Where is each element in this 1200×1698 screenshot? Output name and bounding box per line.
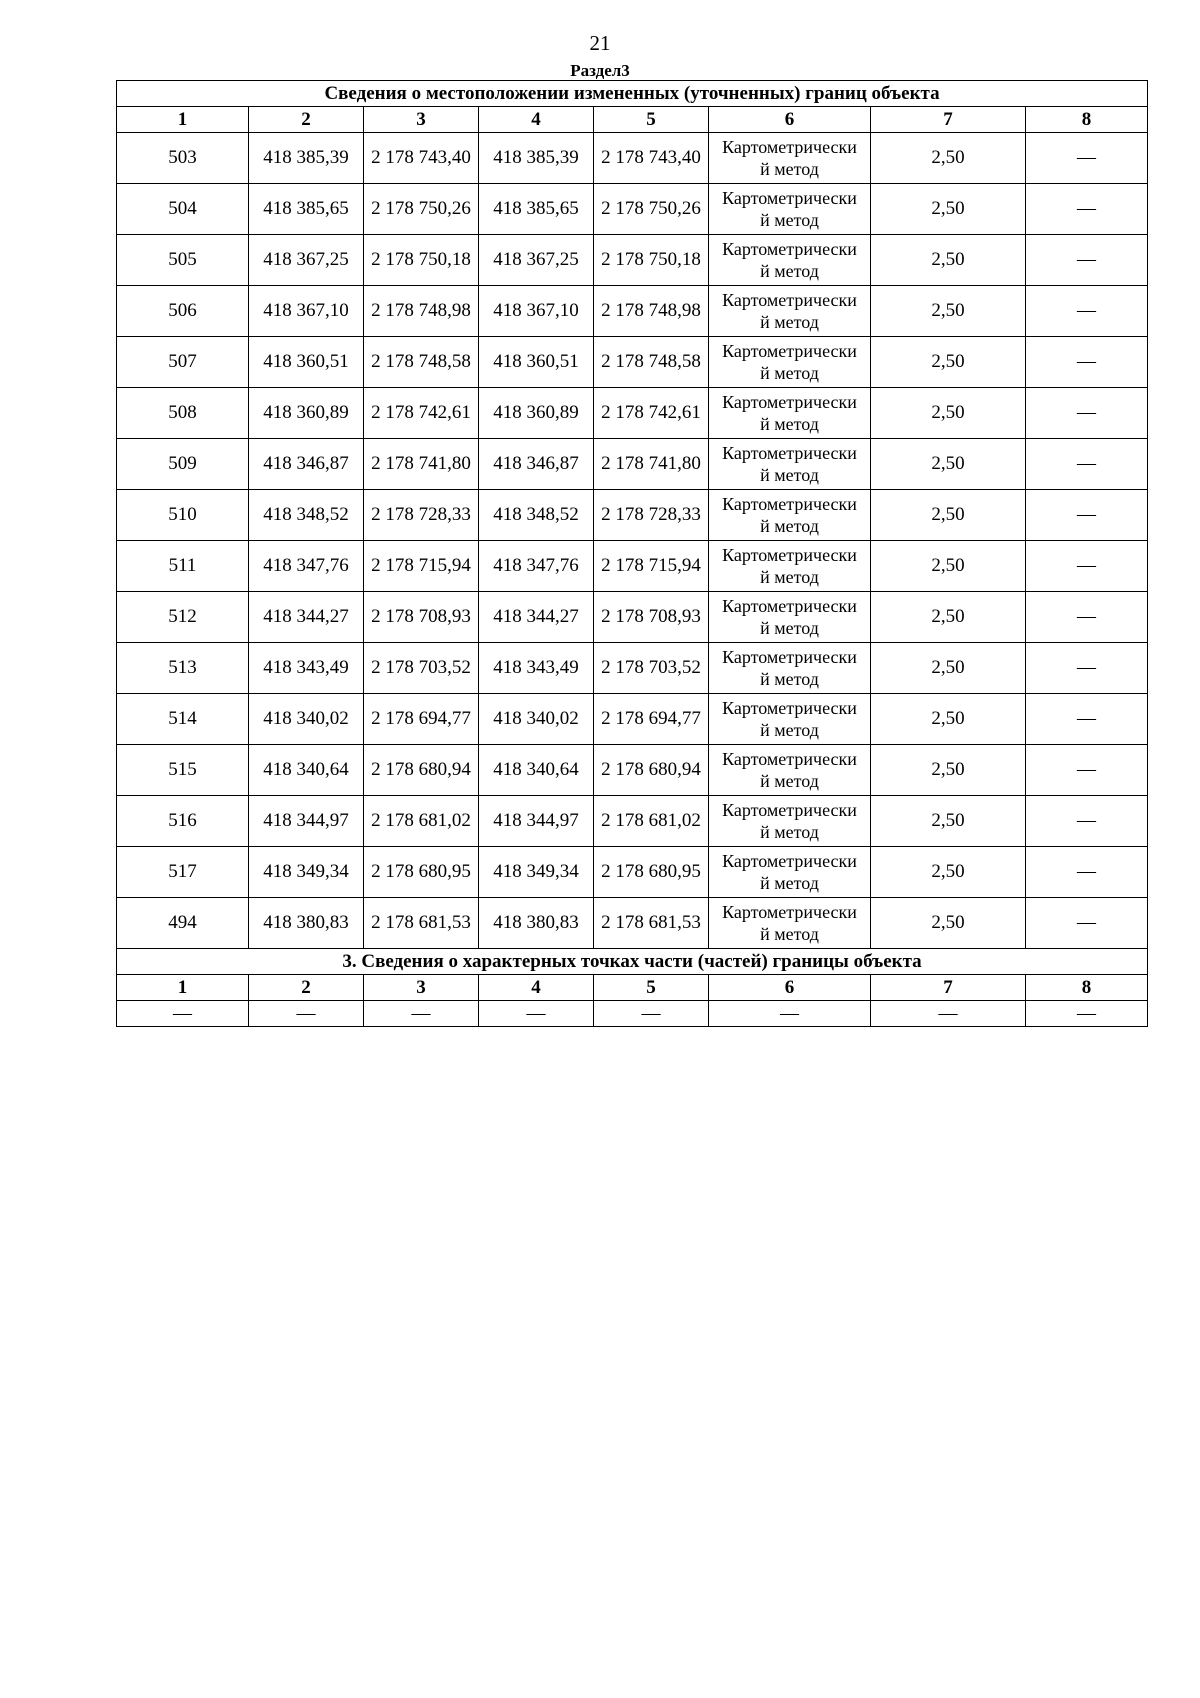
method-line-1: Картометрически <box>722 851 857 871</box>
x-new-cell: 418 349,34 <box>479 847 594 898</box>
note-cell: — <box>1026 694 1148 745</box>
method-line-2: й метод <box>760 567 819 587</box>
point-number-cell: 517 <box>117 847 249 898</box>
column-header: 5 <box>594 107 709 133</box>
precision-cell: 2,50 <box>871 643 1026 694</box>
column-header: 6 <box>709 975 871 1001</box>
note-cell: — <box>1026 337 1148 388</box>
method-line-2: й метод <box>760 924 819 944</box>
method-line-2: й метод <box>760 261 819 281</box>
note-cell: — <box>1026 898 1148 949</box>
method-line-1: Картометрически <box>722 239 857 259</box>
section-3-header-row <box>117 975 1148 1001</box>
y-old-cell: 2 178 750,26 <box>364 184 479 235</box>
x-old-cell: 418 340,64 <box>249 745 364 796</box>
precision-cell: 2,50 <box>871 796 1026 847</box>
y-new-cell: 2 178 742,61 <box>594 388 709 439</box>
table-row <box>117 439 1148 490</box>
method-cell <box>709 898 871 949</box>
table-row <box>117 133 1148 184</box>
x-old-cell: 418 346,87 <box>249 439 364 490</box>
note-cell: — <box>1026 439 1148 490</box>
column-header: 4 <box>479 107 594 133</box>
note-cell: — <box>1026 133 1148 184</box>
empty-dash-cell: — <box>1026 1001 1148 1027</box>
precision-cell: 2,50 <box>871 388 1026 439</box>
x-new-cell: 418 385,65 <box>479 184 594 235</box>
empty-dash-cell: — <box>709 1001 871 1027</box>
method-line-1: Картометрически <box>722 647 857 667</box>
y-new-cell: 2 178 703,52 <box>594 643 709 694</box>
precision-cell: 2,50 <box>871 490 1026 541</box>
coordinates-table <box>116 80 1148 1027</box>
y-old-cell: 2 178 681,53 <box>364 898 479 949</box>
precision-cell: 2,50 <box>871 133 1026 184</box>
note-cell: — <box>1026 847 1148 898</box>
y-new-cell: 2 178 681,02 <box>594 796 709 847</box>
empty-dash-cell: — <box>249 1001 364 1027</box>
y-new-cell: 2 178 728,33 <box>594 490 709 541</box>
y-new-cell: 2 178 750,18 <box>594 235 709 286</box>
y-old-cell: 2 178 681,02 <box>364 796 479 847</box>
table-header-row <box>117 107 1148 133</box>
y-old-cell: 2 178 750,18 <box>364 235 479 286</box>
table-row <box>117 847 1148 898</box>
precision-cell: 2,50 <box>871 439 1026 490</box>
y-old-cell: 2 178 742,61 <box>364 388 479 439</box>
x-old-cell: 418 344,27 <box>249 592 364 643</box>
y-old-cell: 2 178 708,93 <box>364 592 479 643</box>
method-line-1: Картометрически <box>722 902 857 922</box>
note-cell: — <box>1026 388 1148 439</box>
table-row <box>117 643 1148 694</box>
empty-dash-cell: — <box>871 1001 1026 1027</box>
method-line-1: Картометрически <box>722 494 857 514</box>
point-number-cell: 494 <box>117 898 249 949</box>
method-cell <box>709 439 871 490</box>
method-line-1: Картометрически <box>722 698 857 718</box>
section-3-title: 3. Сведения о характерных точках части (частей) границы объекта <box>117 949 1148 975</box>
y-old-cell: 2 178 703,52 <box>364 643 479 694</box>
y-old-cell: 2 178 741,80 <box>364 439 479 490</box>
point-number-cell: 516 <box>117 796 249 847</box>
x-new-cell: 418 346,87 <box>479 439 594 490</box>
method-line-1: Картометрически <box>722 749 857 769</box>
x-new-cell: 418 367,10 <box>479 286 594 337</box>
x-old-cell: 418 349,34 <box>249 847 364 898</box>
column-header: 6 <box>709 107 871 133</box>
method-cell <box>709 592 871 643</box>
note-cell: — <box>1026 592 1148 643</box>
x-new-cell: 418 347,76 <box>479 541 594 592</box>
x-new-cell: 418 360,51 <box>479 337 594 388</box>
y-new-cell: 2 178 681,53 <box>594 898 709 949</box>
section-3-row <box>117 1001 1148 1027</box>
x-new-cell: 418 340,02 <box>479 694 594 745</box>
note-cell: — <box>1026 541 1148 592</box>
method-cell <box>709 490 871 541</box>
y-new-cell: 2 178 680,94 <box>594 745 709 796</box>
method-line-1: Картометрически <box>722 596 857 616</box>
x-old-cell: 418 347,76 <box>249 541 364 592</box>
table-row <box>117 898 1148 949</box>
column-header: 2 <box>249 975 364 1001</box>
method-cell <box>709 337 871 388</box>
column-header: 3 <box>364 107 479 133</box>
method-line-2: й метод <box>760 312 819 332</box>
method-line-1: Картометрически <box>722 545 857 565</box>
table-row <box>117 592 1148 643</box>
column-header: 7 <box>871 975 1026 1001</box>
table-row <box>117 286 1148 337</box>
table-row <box>117 235 1148 286</box>
y-old-cell: 2 178 680,94 <box>364 745 479 796</box>
method-line-2: й метод <box>760 771 819 791</box>
x-old-cell: 418 343,49 <box>249 643 364 694</box>
y-old-cell: 2 178 694,77 <box>364 694 479 745</box>
point-number-cell: 514 <box>117 694 249 745</box>
point-number-cell: 508 <box>117 388 249 439</box>
precision-cell: 2,50 <box>871 235 1026 286</box>
method-line-2: й метод <box>760 465 819 485</box>
empty-dash-cell: — <box>479 1001 594 1027</box>
method-cell <box>709 388 871 439</box>
method-cell <box>709 184 871 235</box>
point-number-cell: 513 <box>117 643 249 694</box>
y-new-cell: 2 178 680,95 <box>594 847 709 898</box>
y-new-cell: 2 178 750,26 <box>594 184 709 235</box>
point-number-cell: 510 <box>117 490 249 541</box>
method-line-2: й метод <box>760 720 819 740</box>
precision-cell: 2,50 <box>871 286 1026 337</box>
method-line-1: Картометрически <box>722 341 857 361</box>
point-number-cell: 511 <box>117 541 249 592</box>
method-cell <box>709 796 871 847</box>
point-number-cell: 507 <box>117 337 249 388</box>
method-line-2: й метод <box>760 873 819 893</box>
note-cell: — <box>1026 286 1148 337</box>
column-header: 3 <box>364 975 479 1001</box>
empty-dash-cell: — <box>364 1001 479 1027</box>
method-line-1: Картометрически <box>722 290 857 310</box>
column-header: 1 <box>117 107 249 133</box>
column-header: 1 <box>117 975 249 1001</box>
y-new-cell: 2 178 748,98 <box>594 286 709 337</box>
method-line-2: й метод <box>760 822 819 842</box>
x-old-cell: 418 340,02 <box>249 694 364 745</box>
method-cell <box>709 694 871 745</box>
precision-cell: 2,50 <box>871 184 1026 235</box>
page-number: 21 <box>589 31 611 55</box>
table-row <box>117 796 1148 847</box>
x-old-cell: 418 348,52 <box>249 490 364 541</box>
x-old-cell: 418 344,97 <box>249 796 364 847</box>
point-number-cell: 504 <box>117 184 249 235</box>
precision-cell: 2,50 <box>871 592 1026 643</box>
table-title: Сведения о местоположении измененных (уточненных) границ объекта <box>117 81 1148 107</box>
x-old-cell: 418 367,10 <box>249 286 364 337</box>
note-cell: — <box>1026 184 1148 235</box>
x-new-cell: 418 380,83 <box>479 898 594 949</box>
column-header: 8 <box>1026 107 1148 133</box>
x-new-cell: 418 385,39 <box>479 133 594 184</box>
note-cell: — <box>1026 745 1148 796</box>
x-old-cell: 418 385,39 <box>249 133 364 184</box>
column-header: 7 <box>871 107 1026 133</box>
x-old-cell: 418 380,83 <box>249 898 364 949</box>
x-new-cell: 418 344,97 <box>479 796 594 847</box>
table-row <box>117 184 1148 235</box>
y-old-cell: 2 178 680,95 <box>364 847 479 898</box>
table-row <box>117 745 1148 796</box>
point-number-cell: 509 <box>117 439 249 490</box>
method-cell <box>709 745 871 796</box>
y-new-cell: 2 178 743,40 <box>594 133 709 184</box>
method-cell <box>709 847 871 898</box>
method-line-2: й метод <box>760 210 819 230</box>
note-cell: — <box>1026 796 1148 847</box>
y-new-cell: 2 178 715,94 <box>594 541 709 592</box>
x-new-cell: 418 343,49 <box>479 643 594 694</box>
method-cell <box>709 286 871 337</box>
method-line-1: Картометрически <box>722 188 857 208</box>
method-line-2: й метод <box>760 414 819 434</box>
y-old-cell: 2 178 748,98 <box>364 286 479 337</box>
table-title-row <box>117 81 1148 107</box>
x-new-cell: 418 360,89 <box>479 388 594 439</box>
x-new-cell: 418 348,52 <box>479 490 594 541</box>
precision-cell: 2,50 <box>871 745 1026 796</box>
x-old-cell: 418 385,65 <box>249 184 364 235</box>
column-header: 5 <box>594 975 709 1001</box>
method-line-2: й метод <box>760 159 819 179</box>
method-line-1: Картометрически <box>722 137 857 157</box>
y-new-cell: 2 178 708,93 <box>594 592 709 643</box>
method-cell <box>709 541 871 592</box>
y-old-cell: 2 178 748,58 <box>364 337 479 388</box>
point-number-cell: 505 <box>117 235 249 286</box>
method-line-2: й метод <box>760 618 819 638</box>
section-label: Раздел3 <box>570 61 630 80</box>
column-header: 8 <box>1026 975 1148 1001</box>
method-cell <box>709 643 871 694</box>
method-line-2: й метод <box>760 516 819 536</box>
point-number-cell: 503 <box>117 133 249 184</box>
method-line-1: Картометрически <box>722 443 857 463</box>
empty-dash-cell: — <box>594 1001 709 1027</box>
method-line-2: й метод <box>760 363 819 383</box>
precision-cell: 2,50 <box>871 898 1026 949</box>
x-new-cell: 418 344,27 <box>479 592 594 643</box>
method-line-2: й метод <box>760 669 819 689</box>
method-line-1: Картометрически <box>722 392 857 412</box>
table-row <box>117 337 1148 388</box>
empty-dash-cell: — <box>117 1001 249 1027</box>
point-number-cell: 506 <box>117 286 249 337</box>
point-number-cell: 515 <box>117 745 249 796</box>
method-cell <box>709 133 871 184</box>
note-cell: — <box>1026 643 1148 694</box>
x-new-cell: 418 340,64 <box>479 745 594 796</box>
note-cell: — <box>1026 235 1148 286</box>
column-header: 2 <box>249 107 364 133</box>
y-new-cell: 2 178 748,58 <box>594 337 709 388</box>
method-cell <box>709 235 871 286</box>
method-line-1: Картометрически <box>722 800 857 820</box>
column-header: 4 <box>479 975 594 1001</box>
y-old-cell: 2 178 743,40 <box>364 133 479 184</box>
x-old-cell: 418 360,89 <box>249 388 364 439</box>
precision-cell: 2,50 <box>871 694 1026 745</box>
note-cell: — <box>1026 490 1148 541</box>
x-new-cell: 418 367,25 <box>479 235 594 286</box>
precision-cell: 2,50 <box>871 541 1026 592</box>
precision-cell: 2,50 <box>871 847 1026 898</box>
table-row <box>117 694 1148 745</box>
table-row <box>117 490 1148 541</box>
section-3-title-row <box>117 949 1148 975</box>
x-old-cell: 418 367,25 <box>249 235 364 286</box>
y-new-cell: 2 178 741,80 <box>594 439 709 490</box>
y-old-cell: 2 178 715,94 <box>364 541 479 592</box>
table-row <box>117 541 1148 592</box>
x-old-cell: 418 360,51 <box>249 337 364 388</box>
y-old-cell: 2 178 728,33 <box>364 490 479 541</box>
table-row <box>117 388 1148 439</box>
point-number-cell: 512 <box>117 592 249 643</box>
precision-cell: 2,50 <box>871 337 1026 388</box>
y-new-cell: 2 178 694,77 <box>594 694 709 745</box>
